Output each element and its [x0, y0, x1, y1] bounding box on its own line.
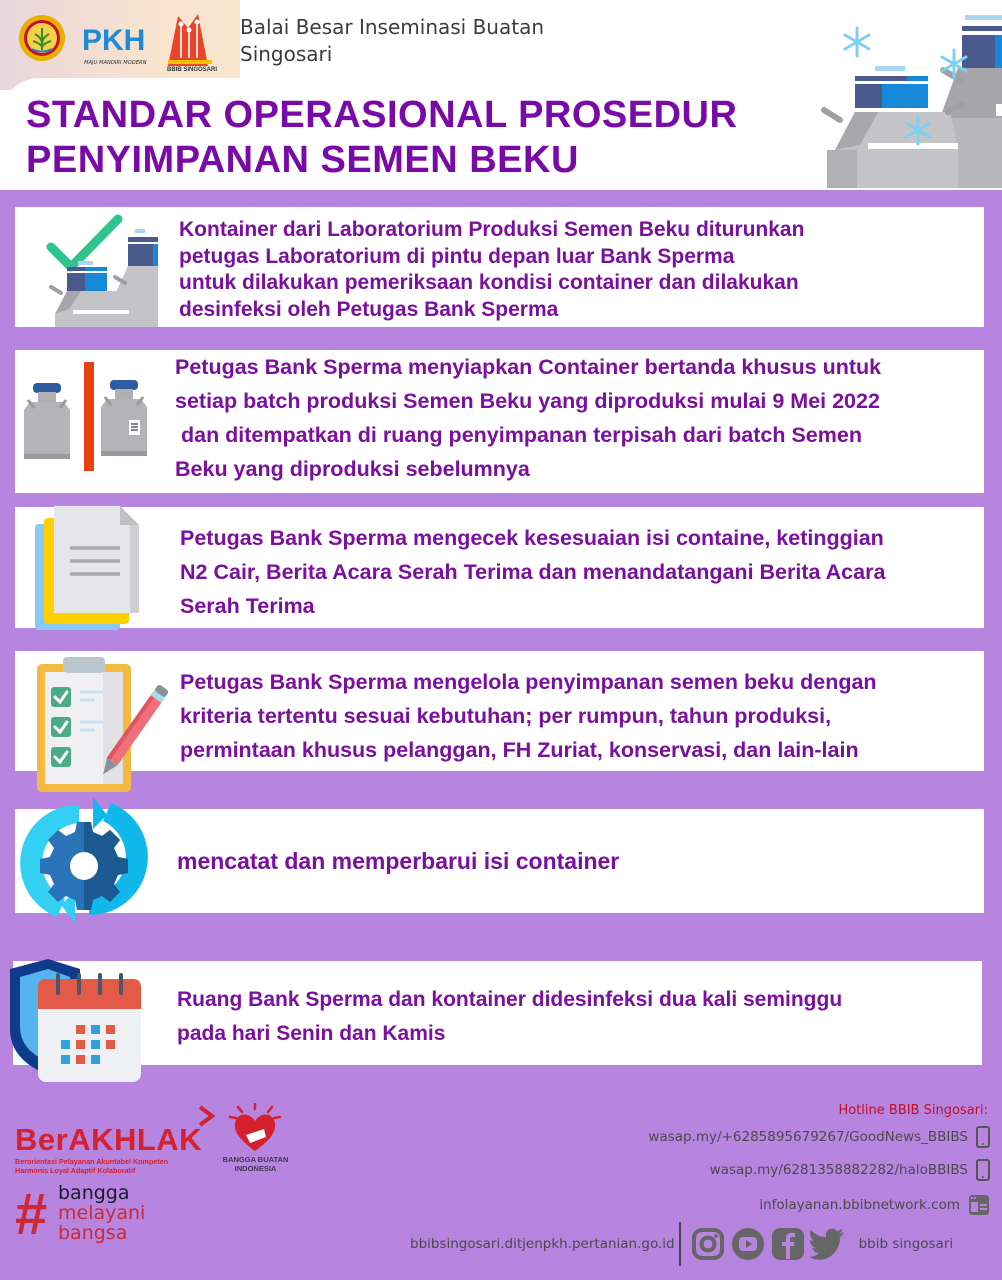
bbib-logo — [167, 14, 217, 72]
frozen-containers-illustration — [800, 0, 1002, 188]
step-text-line: Beku yang diproduksi sebelumnya — [175, 457, 530, 481]
pkh-logo — [82, 24, 147, 66]
step-text — [180, 521, 885, 623]
step-card-1 — [15, 207, 984, 327]
berakhlak-tagline: Berorientasi Pelayanan Akuntabel Kompeten — [15, 1157, 169, 1166]
step-text-line: permintaan khusus pelanggan, FH Zuriat, konservasi, dan lain-lain — [180, 738, 859, 762]
snowflake-icon — [845, 28, 869, 56]
bangga-melayani-bangsa-logo — [15, 1182, 165, 1247]
step-card-2 — [15, 350, 984, 493]
page-title-line2: PENYIMPANAN SEMEN BEKU — [26, 139, 579, 181]
step-text — [175, 350, 881, 486]
website-link-2[interactable]: bbibsingosari.ditjenpkh.pertanian.go.id — [410, 1236, 675, 1252]
step-text — [180, 665, 877, 767]
institution-logos — [18, 8, 228, 72]
calendar-shield-icon — [8, 959, 143, 1084]
step-text-line: N2 Cair, Berita Acara Serah Terima dan menandatangani Berita Acara — [180, 560, 886, 584]
page-title-line1: STANDAR OPERASIONAL PROSEDUR — [26, 94, 738, 136]
facebook-icon[interactable] — [771, 1227, 805, 1261]
berakhlak-logo — [15, 1123, 215, 1175]
website-link-1[interactable]: infolayanan.bbibnetwork.com — [759, 1197, 960, 1213]
berakhlak-wordmark: BerAKHLAK — [15, 1122, 203, 1157]
bangga-indonesia-line: INDONESIA — [234, 1164, 277, 1173]
documents-icon — [35, 503, 165, 633]
step-card-5 — [15, 809, 984, 913]
step-text — [177, 846, 619, 876]
step-text-line: Petugas Bank Sperma mengecek kesesuaian isi containe, ketinggian — [180, 526, 884, 550]
whatsapp-link-1[interactable]: wasap.my/+6285895679267/GoodNews_BBIBS — [648, 1129, 968, 1145]
organization-name — [240, 14, 544, 68]
bbib-label: BBIB SINGOSARI — [167, 67, 218, 72]
pkh-tagline: MAJU MANDIRI MODERN — [84, 60, 147, 66]
milk-can-icon — [24, 383, 70, 459]
header — [0, 0, 1002, 190]
divider-bar — [84, 362, 94, 471]
website-contact-1[interactable] — [759, 1194, 990, 1216]
step-text-line: mencatat dan memperbarui isi container — [177, 848, 620, 874]
organization-name-line2: Singosari — [240, 42, 333, 66]
bangga-buatan-text — [218, 1155, 293, 1173]
hashtag-line: melayani — [58, 1202, 146, 1224]
step-text-line: setiap batch produksi Semen Beku yang diproduksi mulai 9 Mei 2022 — [175, 389, 880, 413]
instagram-icon[interactable] — [691, 1227, 725, 1261]
step-card-6 — [13, 961, 982, 1065]
step-text-line: kriteria tertentu sesuai kebutuhan; per rumpun, tahun produksi, — [180, 704, 832, 728]
step-text-line: dan ditempatkan di ruang penyimpanan terpisah dari batch Semen — [175, 423, 862, 447]
page-title — [26, 93, 737, 183]
whatsapp-contact-2[interactable] — [710, 1159, 990, 1181]
container-check-icon — [33, 209, 158, 327]
phone-icon — [976, 1159, 990, 1181]
step-card-4 — [15, 651, 984, 771]
labeled-milk-can-icon — [101, 380, 147, 456]
hashtag-line: bangga — [58, 1182, 130, 1204]
step-text-line: untuk dilakukan pemeriksaan kondisi container dan dilakukan — [179, 271, 799, 294]
youtube-icon[interactable] — [731, 1227, 765, 1261]
social-row — [410, 1224, 990, 1264]
phone-icon — [976, 1126, 990, 1148]
step-text-line: Ruang Bank Sperma dan kontainer didesinfeksi dua kali seminggu — [177, 988, 843, 1011]
whatsapp-link-2[interactable]: wasap.my/6281358882282/haloBBIBS — [709, 1162, 968, 1178]
step-text-line: Serah Terima — [180, 594, 315, 618]
hotline-label: Hotline BBIB Singosari: — [838, 1103, 988, 1118]
gear-icon — [40, 822, 128, 910]
berakhlak-chevron-icon — [198, 1105, 218, 1127]
social-handle[interactable]: bbib singosari — [858, 1236, 954, 1252]
step-text-line: Petugas Bank Sperma menyiapkan Container bertanda khusus untuk — [175, 355, 882, 379]
bangga-buatan-line: BANGGA BUATAN — [222, 1155, 289, 1164]
step-text-line: petugas Laboratorium di pintu depan luar Bank Sperma — [179, 244, 735, 268]
twitter-icon[interactable] — [809, 1228, 845, 1260]
step-text-line: Kontainer dari Laboratorium Produksi Semen Beku diturunkan — [179, 218, 805, 241]
step-text — [179, 217, 804, 323]
heart-icon — [228, 1103, 283, 1155]
organization-name-line1: Balai Besar Inseminasi Buatan — [240, 15, 545, 39]
hashtag-line: bangsa — [58, 1222, 128, 1244]
gear-refresh-icon — [17, 795, 151, 925]
website-icon — [968, 1194, 990, 1216]
step-card-3 — [15, 507, 984, 628]
kementan-logo — [19, 15, 65, 61]
hashtag-icon: # — [15, 1182, 48, 1247]
step-text-line: Petugas Bank Sperma mengelola penyimpanan semen beku dengan — [180, 670, 877, 694]
clipboard-checklist-icon — [35, 657, 170, 792]
step-text-line: pada hari Senin dan Kamis — [177, 1022, 446, 1045]
bangga-buatan-indonesia-logo — [218, 1103, 293, 1178]
step-text-line: desinfeksi oleh Petugas Bank Sperma — [179, 297, 559, 321]
berakhlak-tagline: Harmonis Loyal Adaptif Kolaboratif — [15, 1166, 136, 1175]
hashtag-text — [58, 1183, 145, 1243]
separated-containers-icon — [20, 356, 155, 471]
whatsapp-contact-1[interactable] — [648, 1126, 990, 1148]
divider — [679, 1222, 681, 1266]
step-text — [177, 983, 842, 1051]
pkh-wordmark: PKH — [82, 24, 146, 57]
